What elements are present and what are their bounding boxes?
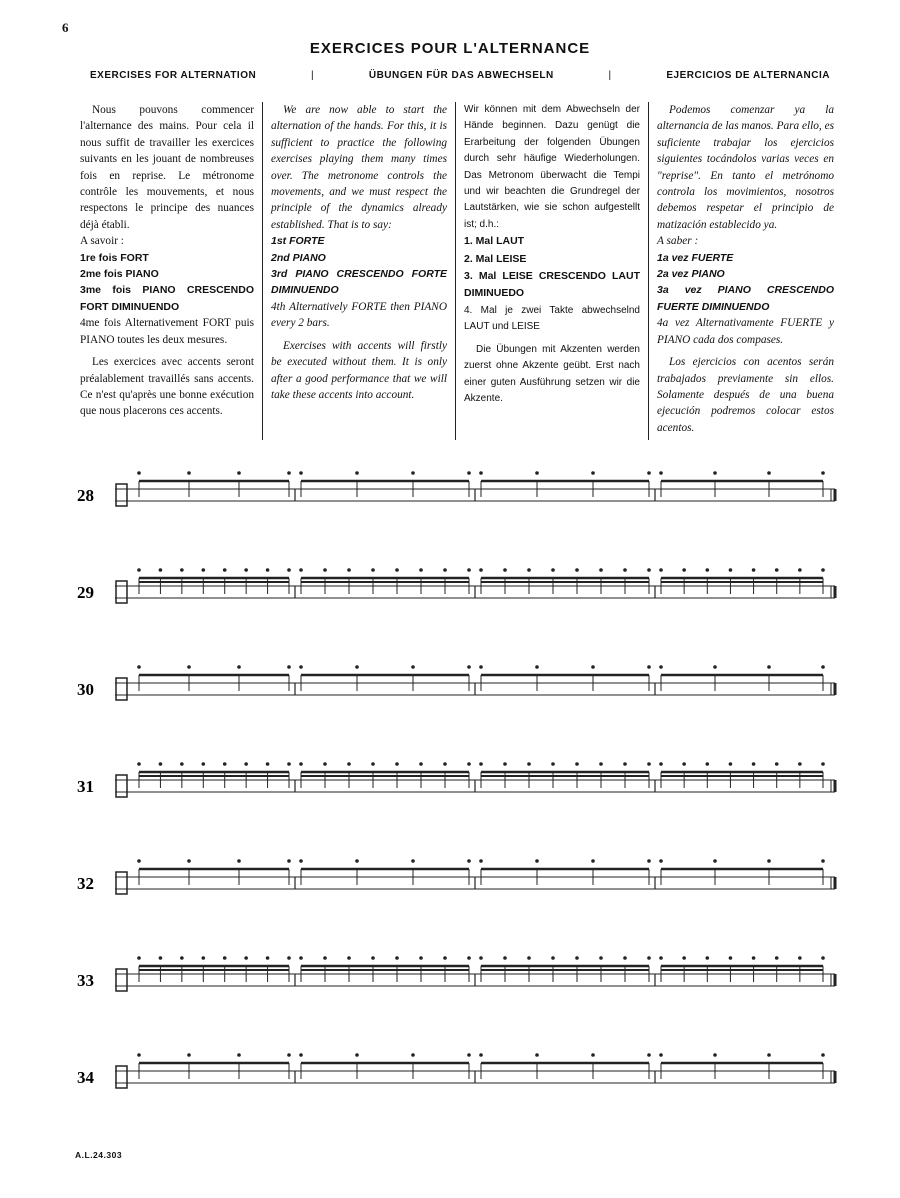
sticking-dot: [411, 859, 415, 863]
sticking-dot: [659, 568, 663, 572]
sticking-dot: [798, 568, 802, 572]
sticking-dot: [705, 568, 709, 572]
sticking-dot: [323, 956, 327, 960]
sticking-dot: [729, 956, 733, 960]
spanish-column: [648, 102, 842, 440]
sticking-dot: [371, 956, 375, 960]
sticking-dot: [659, 956, 663, 960]
english-intro: We are now able to start the alternation of the hands. For this, it is sufficient to practice the following exercises playing them many times over. The metronome controls the movements, and we must respect the principle of the dynamics already established. That is to say:: [271, 104, 447, 231]
sticking-dot: [821, 471, 825, 475]
sticking-dot: [659, 1053, 663, 1057]
sticking-dot: [443, 956, 447, 960]
sticking-dot: [443, 568, 447, 572]
sticking-dot: [527, 762, 531, 766]
spanish-item: 4a vez Alternativamente FUERTE y PIANO cada dos compases.: [657, 317, 834, 346]
exercise-number: 31: [77, 777, 94, 796]
german-column: [455, 102, 648, 440]
sticking-dot: [395, 568, 399, 572]
english-item: 1st FORTE: [271, 235, 325, 248]
german-item: 3. Mal LEISE CRESCENDO LAUT DIMINUEDO: [464, 270, 640, 300]
sticking-dot: [187, 665, 191, 669]
sticking-dot: [467, 471, 471, 475]
sticking-dot: [159, 762, 163, 766]
english-accents: Exercises with accents will firstly be executed without them. It is only after a good performance that we will take these accents into account.: [271, 339, 447, 401]
french-item: 4me fois Alternativement FORT puis PIANO toutes les deux mesures.: [80, 317, 254, 346]
sticking-dot: [395, 956, 399, 960]
clef-icon: [116, 484, 127, 506]
sticking-dot: [647, 859, 651, 863]
sticking-dot: [659, 762, 663, 766]
sticking-dot: [299, 859, 303, 863]
sticking-dot: [503, 762, 507, 766]
subtitle-separator: |: [310, 70, 315, 81]
spanish-item: 2a vez PIANO: [657, 268, 725, 281]
sticking-dot: [752, 762, 756, 766]
sticking-dot: [299, 665, 303, 669]
sticking-dot: [551, 762, 555, 766]
sticking-dot: [467, 1053, 471, 1057]
german-accents: Die Übungen mit Akzenten werden zuerst ohne Akzente geübt. Erst nach einer guten Ausführung setzen wir die Akzente.: [464, 343, 640, 404]
sticking-dot: [659, 665, 663, 669]
sticking-dot: [647, 471, 651, 475]
sticking-dot: [479, 665, 483, 669]
page-title: EXERCICES POUR L'ALTERNANCE: [309, 40, 591, 57]
sticking-dot: [591, 665, 595, 669]
sticking-dot: [266, 568, 270, 572]
sticking-dot: [419, 762, 423, 766]
sticking-dot: [266, 762, 270, 766]
sticking-dot: [299, 568, 303, 572]
sticking-dot: [371, 762, 375, 766]
sticking-dot: [682, 956, 686, 960]
sticking-dot: [237, 859, 241, 863]
sticking-dot: [287, 568, 291, 572]
sticking-dot: [355, 859, 359, 863]
footer-code: A.L.24.303: [75, 1150, 123, 1160]
sticking-dot: [371, 568, 375, 572]
english-column: [262, 102, 455, 440]
sticking-dot: [527, 956, 531, 960]
sticking-dot: [503, 956, 507, 960]
german-item: 4. Mal je zwei Takte abwechselnd LAUT und LEISE: [464, 304, 640, 333]
exercise-number: 32: [77, 874, 94, 893]
spanish-accents: Los ejercicios con acentos serán trabajados previamente sin ellos. Solamente después de una buena ejecución podremos colocar estos acentos.: [657, 356, 834, 434]
sticking-dot: [682, 568, 686, 572]
sticking-dot: [599, 762, 603, 766]
sticking-dot: [323, 568, 327, 572]
sticking-dot: [237, 665, 241, 669]
sticking-dot: [821, 568, 825, 572]
sticking-dot: [623, 568, 627, 572]
french-item: 1re fois FORT: [80, 251, 149, 264]
sticking-dot: [180, 956, 184, 960]
sticking-dot: [479, 568, 483, 572]
sticking-dot: [299, 956, 303, 960]
sticking-dot: [287, 859, 291, 863]
sticking-dot: [682, 762, 686, 766]
sticking-dot: [411, 665, 415, 669]
sticking-dot: [647, 665, 651, 669]
sticking-dot: [467, 762, 471, 766]
subtitle-separator: |: [608, 70, 612, 81]
sticking-dot: [180, 762, 184, 766]
music-score: [75, 455, 845, 1115]
sticking-dot: [287, 956, 291, 960]
clef-icon: [116, 775, 127, 797]
sticking-dot: [767, 665, 771, 669]
sticking-dot: [479, 859, 483, 863]
sticking-dot: [201, 762, 205, 766]
sticking-dot: [713, 471, 717, 475]
sticking-dot: [187, 1053, 191, 1057]
exercise-number: 33: [77, 971, 94, 990]
sticking-dot: [798, 956, 802, 960]
sticking-dot: [821, 665, 825, 669]
sticking-dot: [137, 762, 141, 766]
sticking-dot: [752, 956, 756, 960]
sticking-dot: [551, 956, 555, 960]
sticking-dot: [767, 471, 771, 475]
spanish-item: 1a vez FUERTE: [657, 251, 734, 264]
sticking-dot: [479, 762, 483, 766]
sticking-dot: [535, 471, 539, 475]
sticking-dot: [159, 956, 163, 960]
clef-icon: [116, 872, 127, 894]
sticking-dot: [419, 956, 423, 960]
sticking-dot: [347, 762, 351, 766]
sticking-dot: [223, 762, 227, 766]
sticking-dot: [299, 762, 303, 766]
sticking-dot: [137, 1053, 141, 1057]
clef-icon: [116, 969, 127, 991]
sticking-dot: [551, 568, 555, 572]
sticking-dot: [467, 568, 471, 572]
sticking-dot: [659, 471, 663, 475]
sticking-dot: [347, 956, 351, 960]
sticking-dot: [479, 471, 483, 475]
sticking-dot: [223, 568, 227, 572]
sticking-dot: [287, 665, 291, 669]
sticking-dot: [201, 956, 205, 960]
sticking-dot: [187, 471, 191, 475]
instruction-columns: [72, 102, 842, 440]
spanish-item: 3a vez PIANO CRESCENDO FUERTE DIMINUENDO: [657, 284, 834, 313]
sticking-dot: [623, 762, 627, 766]
spanish-intro: Podemos comenzar ya la alternancia de las manos. Para ello, es suficiente trabajar los ejercicios siguientes tocándolos varias veces en "reprise". En tanto el metrónomo controla los movimientos, nosotros debemos respetar el principio de matización establecido ya.: [657, 104, 834, 231]
sticking-dot: [287, 762, 291, 766]
english-item: 3rd PIANO CRESCENDO FORTE DIMINUENDO: [271, 268, 447, 297]
sticking-dot: [137, 956, 141, 960]
sticking-dot: [237, 471, 241, 475]
french-intro: Nous pouvons commencer l'alternance des mains. Pour cela il nous suffit de travailler les exercices suivants en les jouant de nombreuses fois en reprise. Le métronome contrôle les mouvements, et nous respectons le principe des nuances déjà établi.: [80, 104, 254, 231]
french-column: [72, 102, 262, 440]
sticking-dot: [244, 762, 248, 766]
sticking-dot: [623, 956, 627, 960]
subtitle-german: ÜBUNGEN FÜR DAS ABWECHSELN: [368, 70, 554, 81]
german-item: 1. Mal LAUT: [464, 235, 525, 248]
sticking-dot: [299, 1053, 303, 1057]
clef-icon: [116, 678, 127, 700]
sticking-dot: [729, 568, 733, 572]
sticking-dot: [591, 1053, 595, 1057]
sticking-dot: [647, 1053, 651, 1057]
exercise-number: 28: [77, 486, 94, 505]
sticking-dot: [467, 859, 471, 863]
sticking-dot: [137, 665, 141, 669]
sticking-dot: [821, 956, 825, 960]
german-item: 2. Mal LEISE: [464, 252, 527, 265]
sticking-dot: [323, 762, 327, 766]
sticking-dot: [355, 1053, 359, 1057]
sticking-dot: [647, 568, 651, 572]
subtitle-row: [90, 70, 830, 81]
sticking-dot: [729, 762, 733, 766]
sticking-dot: [347, 568, 351, 572]
sticking-dot: [180, 568, 184, 572]
subtitle-english: EXERCISES FOR ALTERNATION: [90, 70, 257, 81]
french-item: 3me fois PIANO CRESCENDO FORT DIMINUENDO: [80, 284, 254, 313]
sticking-dot: [798, 762, 802, 766]
sticking-dot: [237, 1053, 241, 1057]
sticking-dot: [137, 471, 141, 475]
sticking-dot: [713, 859, 717, 863]
sticking-dot: [266, 956, 270, 960]
sticking-dot: [775, 568, 779, 572]
sticking-dot: [355, 471, 359, 475]
sticking-dot: [591, 471, 595, 475]
sticking-dot: [479, 1053, 483, 1057]
sticking-dot: [575, 956, 579, 960]
subtitle-spanish: EJERCICIOS DE ALTERNANCIA: [666, 70, 830, 81]
sticking-dot: [479, 956, 483, 960]
sticking-dot: [467, 956, 471, 960]
sticking-dot: [187, 859, 191, 863]
sticking-dot: [535, 1053, 539, 1057]
french-item: 2me fois PIANO: [80, 268, 159, 281]
sticking-dot: [591, 859, 595, 863]
sticking-dot: [647, 762, 651, 766]
page-number: 6: [62, 20, 69, 35]
sticking-dot: [752, 568, 756, 572]
sticking-dot: [599, 568, 603, 572]
sticking-dot: [223, 956, 227, 960]
sticking-dot: [821, 1053, 825, 1057]
french-savoir: A savoir :: [80, 235, 124, 248]
sticking-dot: [395, 762, 399, 766]
clef-icon: [116, 1066, 127, 1088]
english-item: 2nd PIANO: [271, 251, 326, 264]
sticking-dot: [467, 665, 471, 669]
sticking-dot: [713, 1053, 717, 1057]
sticking-dot: [535, 859, 539, 863]
sticking-dot: [775, 762, 779, 766]
sticking-dot: [821, 762, 825, 766]
sticking-dot: [411, 1053, 415, 1057]
german-intro: Wir können mit dem Abwechseln der Hände beginnen. Dazu genügt die Erarbeitung der folgenden Übungen durch sehr häufige Wiederholungen. Das Metronom überwacht die Tempi und wir beachten die Grundregel der Lautstärken, wie sie schon aufgestellt ist; d.h.:: [464, 104, 640, 230]
sticking-dot: [705, 956, 709, 960]
english-item: 4th Alternatively FORTE then PIANO every 2 bars.: [271, 300, 447, 330]
sticking-dot: [411, 471, 415, 475]
sticking-dot: [575, 568, 579, 572]
sticking-dot: [767, 1053, 771, 1057]
spanish-saber: A saber :: [657, 235, 699, 248]
sticking-dot: [503, 568, 507, 572]
sticking-dot: [647, 956, 651, 960]
sticking-dot: [821, 859, 825, 863]
sticking-dot: [287, 1053, 291, 1057]
sticking-dot: [443, 762, 447, 766]
sticking-dot: [137, 568, 141, 572]
exercise-number: 30: [77, 680, 94, 699]
sticking-dot: [244, 956, 248, 960]
sticking-dot: [355, 665, 359, 669]
sticking-dot: [705, 762, 709, 766]
sticking-dot: [575, 762, 579, 766]
sticking-dot: [535, 665, 539, 669]
sticking-dot: [419, 568, 423, 572]
french-accents: Les exercices avec accents seront préalablement travaillés sans accents. Ce n'est qu'après une bonne exécution que nous placerons ces accents.: [80, 356, 254, 418]
sticking-dot: [713, 665, 717, 669]
sticking-dot: [287, 471, 291, 475]
exercise-number: 29: [77, 583, 94, 602]
clef-icon: [116, 581, 127, 603]
sticking-dot: [767, 859, 771, 863]
sticking-dot: [159, 568, 163, 572]
sticking-dot: [299, 471, 303, 475]
sticking-dot: [775, 956, 779, 960]
sticking-dot: [201, 568, 205, 572]
sticking-dot: [659, 859, 663, 863]
exercise-number: 34: [77, 1068, 94, 1087]
sticking-dot: [599, 956, 603, 960]
sticking-dot: [527, 568, 531, 572]
sticking-dot: [137, 859, 141, 863]
sticking-dot: [244, 568, 248, 572]
